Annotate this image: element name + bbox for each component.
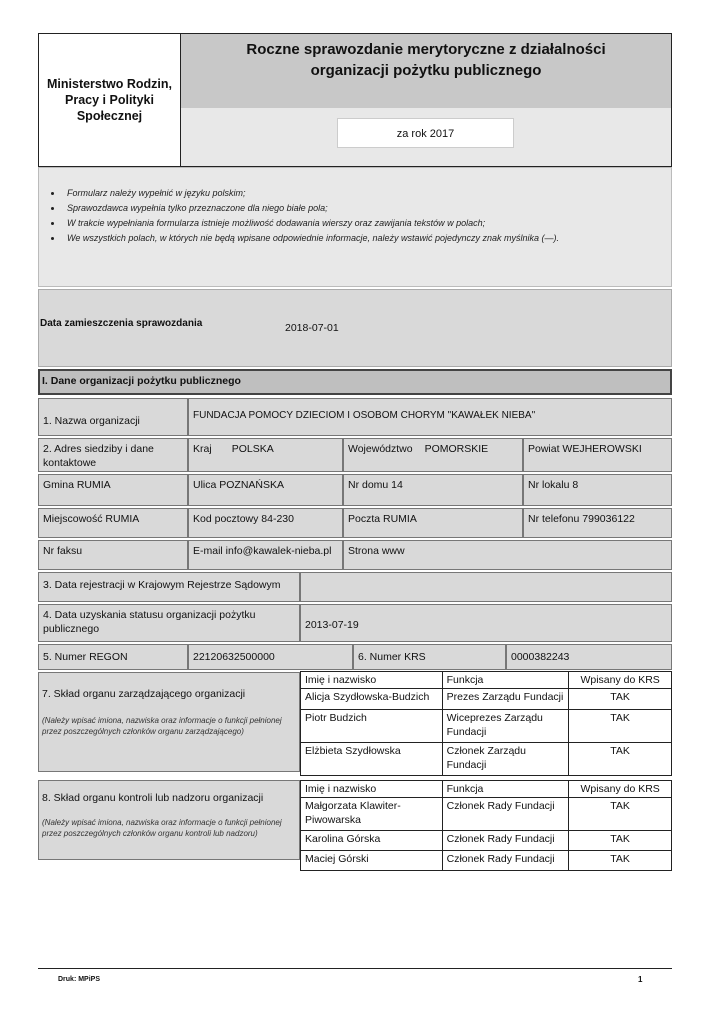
member-name[interactable]: Elżbieta Szydłowska — [301, 743, 443, 776]
supervision-table — [300, 780, 672, 871]
email-field[interactable]: E-mail info@kawalek-nieba.pl — [188, 540, 343, 570]
regon-value[interactable]: 22120632500000 — [188, 644, 353, 670]
instruction-item: • We wszystkich polach, w których nie będą wpisane odpowiednie informacje, należy wstawić pojedynczy znak myślnika (—). — [63, 231, 671, 246]
board-table-header — [301, 672, 672, 689]
org-name-label: 1. Nazwa organizacji — [38, 398, 188, 436]
col-header-name: Imię i nazwisko — [301, 781, 443, 798]
member-krs[interactable]: TAK — [569, 743, 672, 776]
member-krs[interactable]: TAK — [569, 798, 672, 831]
col-header-function: Funkcja — [442, 672, 569, 689]
form-title-line1: Roczne sprawozdanie merytoryczne z działalności — [246, 41, 606, 58]
instruction-item: • Formularz należy wypełnić w języku polskim; — [63, 186, 671, 201]
publication-date-value[interactable]: 2018-07-01 — [285, 322, 339, 334]
table-row — [301, 831, 672, 851]
table-row — [301, 798, 672, 831]
member-krs[interactable]: TAK — [569, 689, 672, 710]
house-number-field[interactable]: Nr domu 14 — [343, 474, 523, 506]
supervision-note: (Należy wpisać imiona, nazwiska oraz informacje o funkcji pełnionej przez poszczególnych członków organu kontroli lub nadzoru) — [42, 818, 282, 838]
member-name[interactable]: Małgorzata Klawiter-Piwowarska — [301, 798, 443, 831]
col-header-name: Imię i nazwisko — [301, 672, 443, 689]
member-name[interactable]: Karolina Górska — [301, 831, 443, 851]
board-note: (Należy wpisać imiona, nazwiska oraz informacje o funkcji pełnionej przez poszczególnych członków organu zarządzającego) — [42, 716, 282, 736]
col-header-krs: Wpisany do KRS — [569, 781, 672, 798]
postal-code-field[interactable]: Kod pocztowy 84-230 — [188, 508, 343, 538]
address-label: 2. Adres siedziby i dane kontaktowe — [38, 438, 188, 472]
member-name[interactable]: Piotr Budzich — [301, 710, 443, 743]
krs-number-label: 6. Numer KRS — [353, 644, 506, 670]
title-band — [181, 34, 671, 108]
member-function[interactable]: Członek Rady Fundacji — [442, 831, 569, 851]
table-row — [301, 710, 672, 743]
krs-registration-date-value[interactable] — [300, 572, 672, 602]
county-field[interactable]: Powiat WEJHEROWSKI — [523, 438, 672, 472]
section-title: I. Dane organizacji pożytku publicznego — [38, 369, 672, 395]
footer-print-label: Druk: MPiPS — [58, 976, 101, 983]
street-field[interactable]: Ulica POZNAŃSKA — [188, 474, 343, 506]
instructions-list — [39, 186, 671, 246]
voivodeship-field[interactable]: Województwo POMORSKIE — [343, 438, 523, 472]
org-name-value[interactable]: FUNDACJA POMOCY DZIECIOM I OSOBOM CHORYM "KAWAŁEK NIEBA" — [188, 398, 672, 436]
table-row — [301, 851, 672, 871]
member-function[interactable]: Członek Rady Fundacji — [442, 798, 569, 831]
member-function[interactable]: Członek Rady Fundacji — [442, 851, 569, 871]
board-table — [300, 671, 672, 776]
page-number: 1 — [638, 975, 643, 984]
supervision-label: 8. Skład organu kontroli lub nadzoru organizacji — [42, 792, 264, 804]
supervision-table-header — [301, 781, 672, 798]
country-field[interactable]: Kraj POLSKA — [188, 438, 343, 472]
regon-label: 5. Numer REGON — [38, 644, 188, 670]
ministry-name: Ministerstwo Rodzin, Pracy i Polityki Społecznej — [47, 77, 172, 123]
instruction-item: • Sprawozdawca wypełnia tylko przeznaczone dla niego białe pola; — [63, 201, 671, 216]
footer-rule — [38, 968, 672, 969]
col-header-function: Funkcja — [442, 781, 569, 798]
instructions-panel — [38, 167, 672, 287]
member-function[interactable]: Prezes Zarządu Fundacji — [442, 689, 569, 710]
form-title-line2: organizacji pożytku publicznego — [310, 62, 542, 79]
member-function[interactable]: Członek Zarządu Fundacji — [442, 743, 569, 776]
board-label: 7. Skład organu zarządzającego organizacji — [42, 688, 246, 700]
year-field[interactable]: za rok 2017 — [337, 118, 514, 148]
member-function[interactable]: Wiceprezes Zarządu Fundacji — [442, 710, 569, 743]
fax-field[interactable]: Nr faksu — [38, 540, 188, 570]
member-krs[interactable]: TAK — [569, 851, 672, 871]
col-header-krs: Wpisany do KRS — [569, 672, 672, 689]
krs-number-value[interactable]: 0000382243 — [506, 644, 672, 670]
post-office-field[interactable]: Poczta RUMIA — [343, 508, 523, 538]
member-name[interactable]: Maciej Górski — [301, 851, 443, 871]
city-field[interactable]: Miejscowość RUMIA — [38, 508, 188, 538]
supervision-label-panel — [38, 780, 300, 860]
member-krs[interactable]: TAK — [569, 831, 672, 851]
phone-field[interactable]: Nr telefonu 799036122 — [523, 508, 672, 538]
publication-date-label: Data zamieszczenia sprawozdania — [40, 318, 203, 329]
board-label-panel — [38, 672, 300, 772]
apartment-number-field[interactable]: Nr lokalu 8 — [523, 474, 672, 506]
table-row — [301, 743, 672, 776]
member-krs[interactable]: TAK — [569, 710, 672, 743]
krs-registration-date-label: 3. Data rejestracji w Krajowym Rejestrze Sądowym — [38, 572, 300, 602]
member-name[interactable]: Alicja Szydłowska-Budzich — [301, 689, 443, 710]
opp-status-date-value[interactable]: 2013-07-19 — [300, 604, 672, 642]
table-row — [301, 689, 672, 710]
commune-field[interactable]: Gmina RUMIA — [38, 474, 188, 506]
instruction-item: • W trakcie wypełniania formularza istnieje możliwość dodawania wierszy oraz zawijania tekstów w polach; — [63, 216, 671, 231]
website-field[interactable]: Strona www — [343, 540, 672, 570]
opp-status-date-label: 4. Data uzyskania statusu organizacji pożytku publicznego — [38, 604, 300, 642]
